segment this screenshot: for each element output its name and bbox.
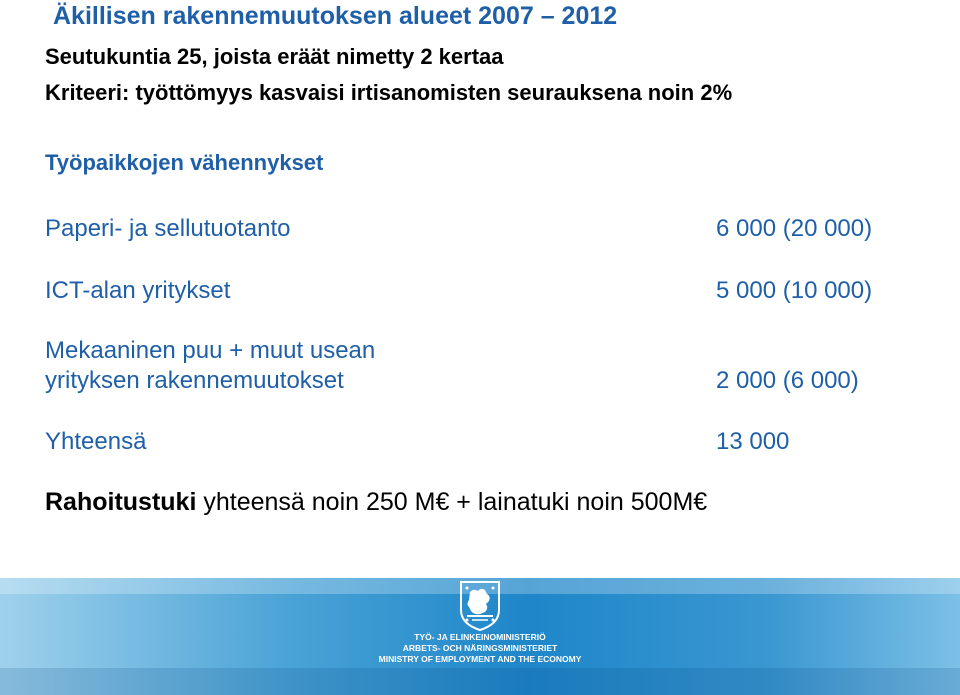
row-value-ict: 5 000 (10 000) bbox=[716, 277, 873, 304]
ministry-name-fi: TYÖ- JA ELINKEINOMINISTERIÖ bbox=[414, 632, 546, 642]
finnish-lion-emblem-icon bbox=[458, 580, 502, 632]
row-value-wood: 2 000 (6 000) bbox=[716, 367, 859, 394]
row-label-ict: ICT-alan yritykset bbox=[45, 277, 231, 304]
row-label-wood-line2: yrityksen rakennemuutokset bbox=[45, 367, 344, 394]
row-label-total: Yhteensä bbox=[45, 428, 147, 455]
ministry-name-block bbox=[330, 632, 630, 665]
subtitle-regions: Seutukuntia 25, joista eräät nimetty 2 kertaa bbox=[45, 44, 504, 69]
ministry-name-en: MINISTRY OF EMPLOYMENT AND THE ECONOMY bbox=[378, 654, 582, 664]
section-heading: Työpaikkojen vähennykset bbox=[45, 150, 324, 175]
funding-line bbox=[45, 488, 707, 517]
row-label-paper: Paperi- ja sellutuotanto bbox=[45, 215, 291, 242]
row-value-total: 13 000 bbox=[716, 428, 790, 455]
row-label-wood-line1: Mekaaninen puu + muut usean bbox=[45, 337, 376, 364]
footer-band-bottom bbox=[0, 668, 960, 695]
ministry-name-sv: ARBETS- OCH NÄRINGSMINISTERIET bbox=[402, 643, 558, 653]
funding-rest: yhteensä noin 250 M€ + lainatuki noin 500M€ bbox=[196, 488, 708, 516]
subtitle-criteria: Kriteeri: työttömyys kasvaisi irtisanomisten seurauksena noin 2% bbox=[45, 80, 733, 105]
row-value-paper: 6 000 (20 000) bbox=[716, 215, 873, 242]
funding-bold-label: Rahoitustuki bbox=[45, 488, 197, 516]
slide-title: Äkillisen rakennemuutoksen alueet 2007 – 2012 bbox=[53, 2, 618, 30]
footer-banner bbox=[0, 578, 960, 695]
